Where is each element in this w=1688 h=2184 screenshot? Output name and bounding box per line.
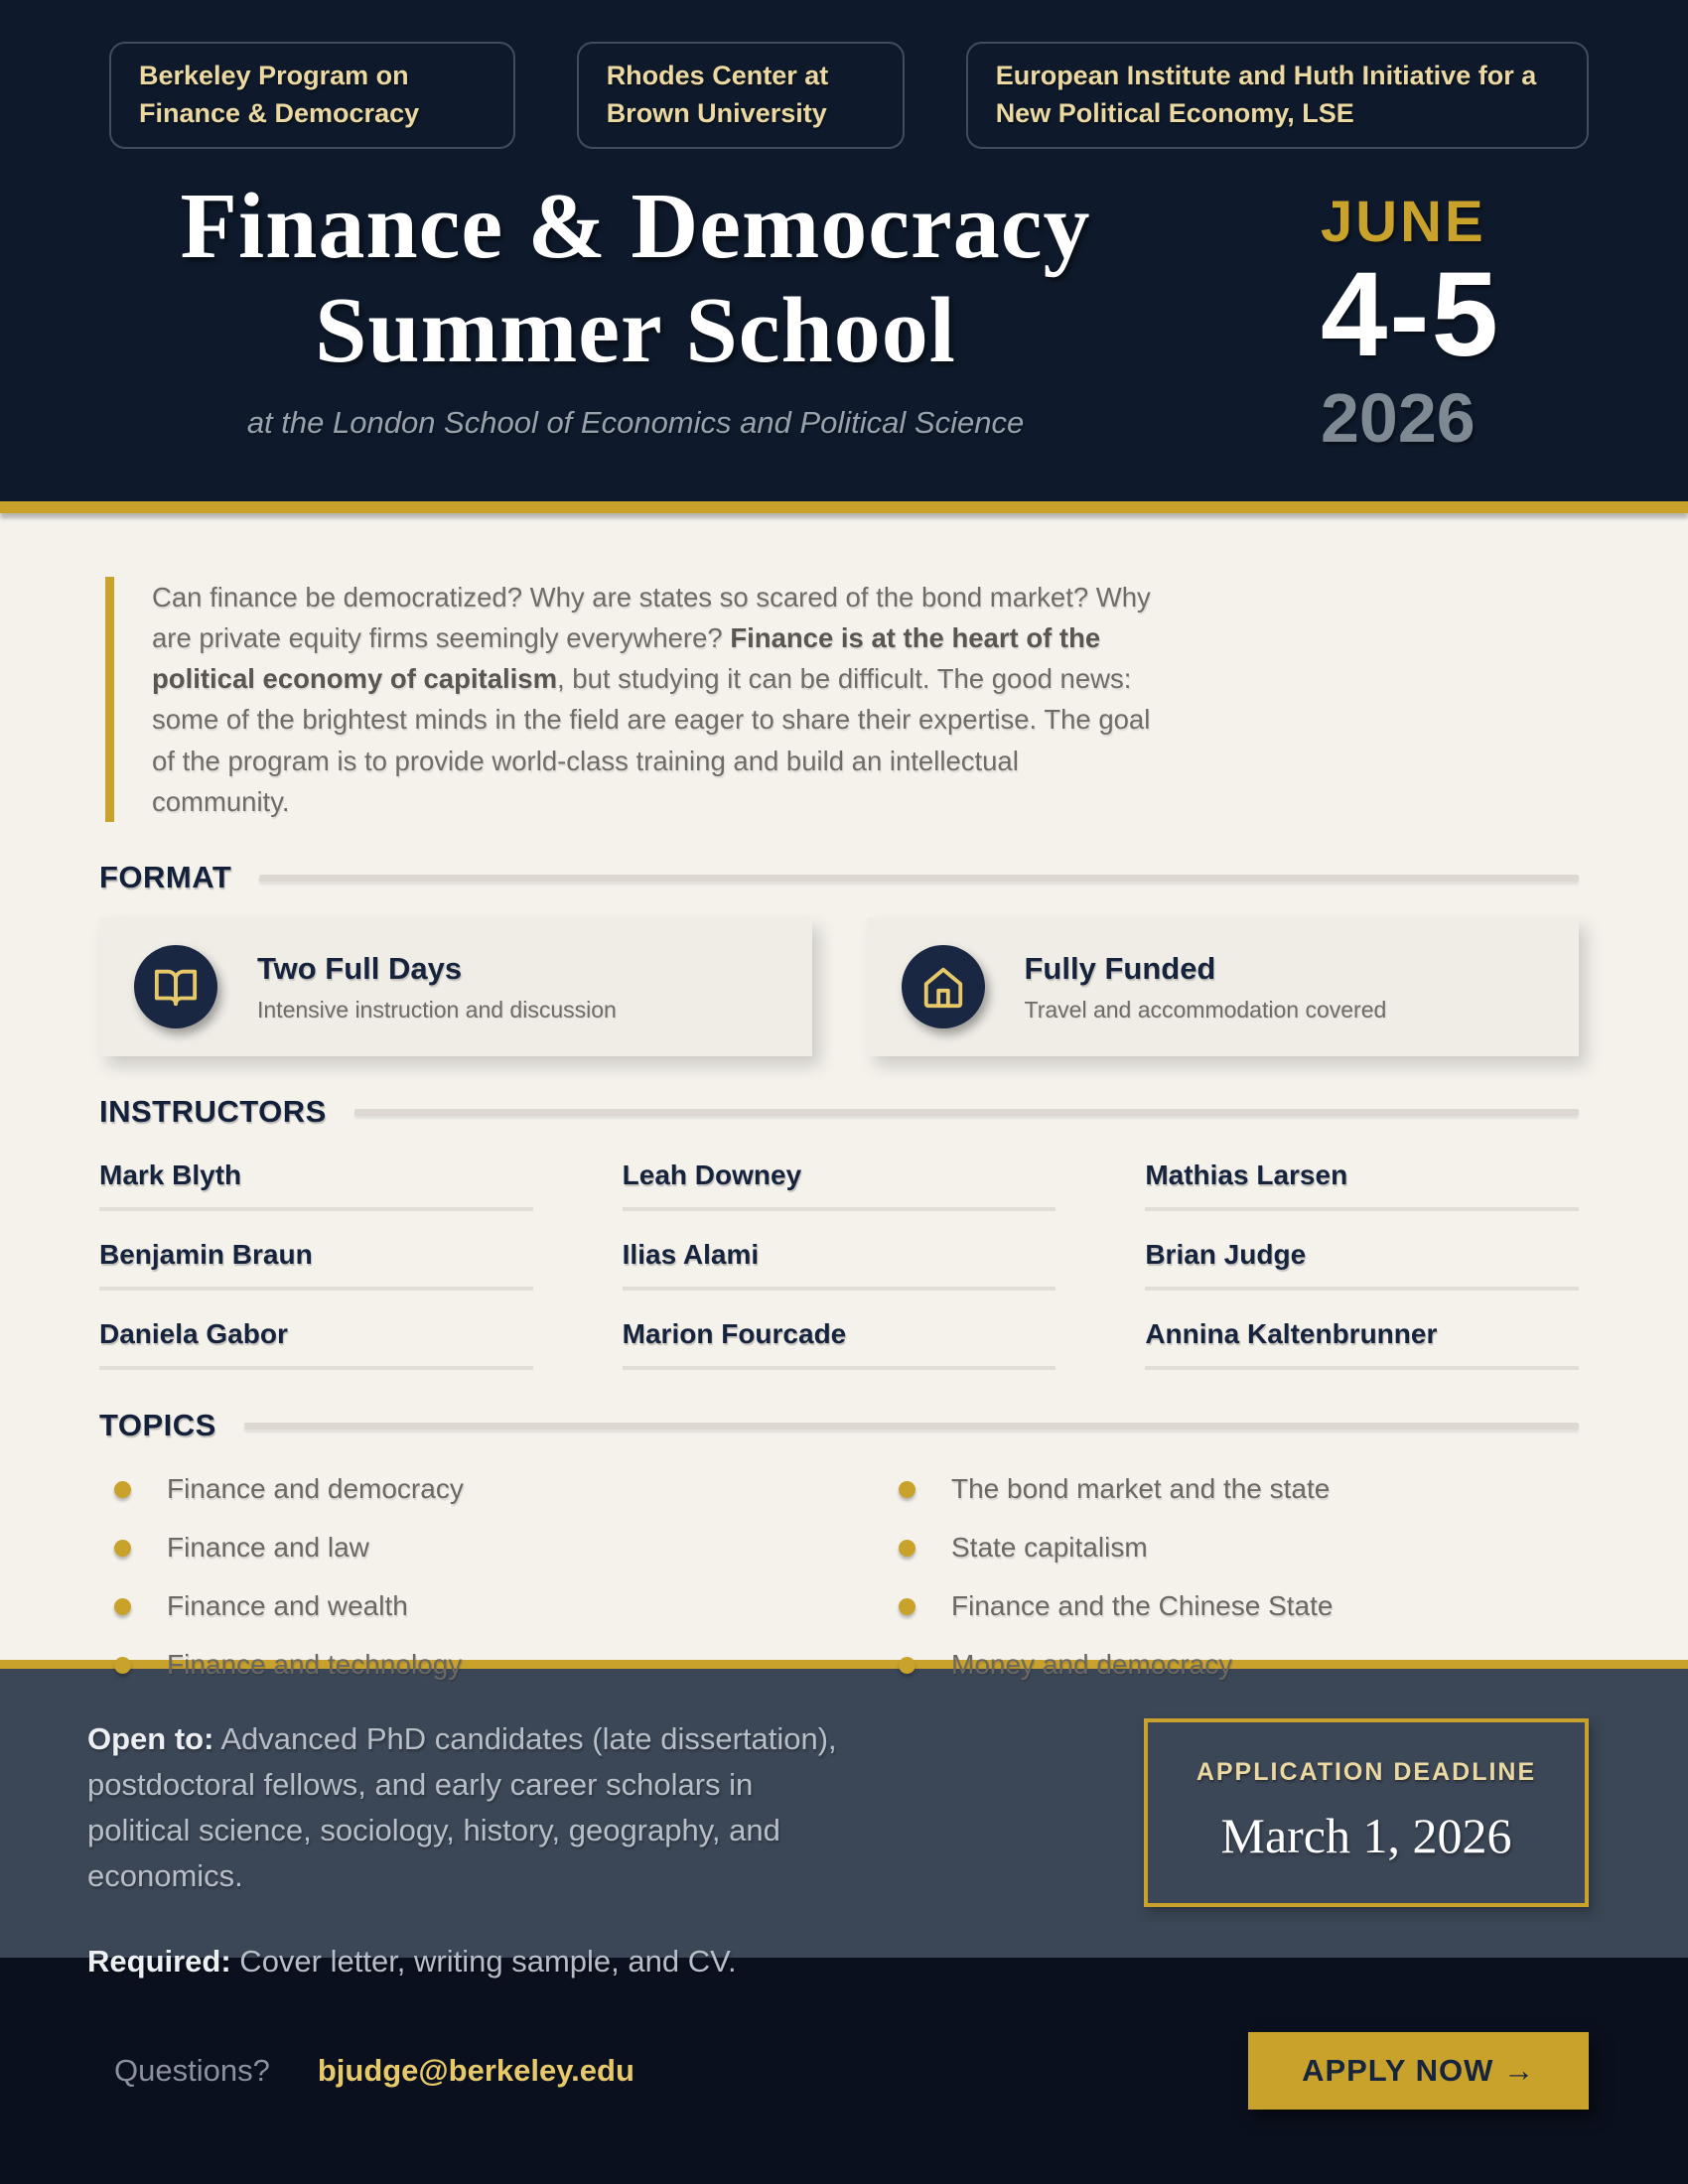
format-card-fully-funded — [867, 917, 1580, 1056]
topics-column-1 — [99, 1473, 884, 1707]
bullet-icon — [899, 1598, 915, 1615]
intro-text-2: , but studying it can be difficult. The good news: some of the brightest minds in the field are eager to share their expertise. The goal of the program is to provide world-class training and build an intellectual community. — [152, 663, 1151, 817]
section-rule — [259, 875, 1579, 882]
card-subtitle: Intensive instruction and discussion — [257, 996, 617, 1023]
topics-heading: TOPICS — [99, 1408, 216, 1442]
format-cards — [99, 917, 1579, 1056]
format-card-two-full-days — [99, 917, 812, 1056]
apply-now-button[interactable]: APPLY NOW → — [1248, 2032, 1589, 2110]
format-heading: FORMAT — [99, 860, 232, 894]
card-text — [257, 951, 617, 1024]
instructor-name: Leah Downey — [623, 1160, 1056, 1211]
instructor-name: Daniela Gabor — [99, 1318, 533, 1370]
topic-label: Finance and the Chinese State — [951, 1590, 1334, 1621]
intro-text-bold: Finance is at the heart of the political economy of capitalism — [152, 621, 1101, 694]
required-paragraph — [87, 1939, 862, 1984]
home-icon — [902, 945, 985, 1028]
book-icon — [134, 945, 217, 1028]
topic-label: Money and democracy — [951, 1649, 1233, 1680]
card-title: Two Full Days — [257, 950, 463, 986]
bullet-icon — [114, 1598, 131, 1615]
badge-rhodes — [577, 42, 905, 149]
instructor-list — [99, 1160, 1579, 1370]
topic-label: Finance and wealth — [167, 1590, 408, 1621]
eligibility-text — [87, 1716, 862, 1979]
event-date — [1321, 189, 1589, 458]
bullet-icon — [899, 1540, 915, 1557]
badge-label: European Institute and Huth Initiative for a New Political Economy, LSE — [995, 61, 1537, 128]
topic-item — [884, 1473, 1579, 1505]
card-subtitle: Travel and accommodation covered — [1024, 996, 1387, 1023]
bullet-icon — [114, 1481, 131, 1498]
instructor-name: Brian Judge — [1145, 1239, 1579, 1291]
instructor-name: Benjamin Braun — [99, 1239, 533, 1291]
topic-label: Finance and democracy — [167, 1473, 464, 1504]
bullet-icon — [899, 1657, 915, 1674]
title-block — [109, 175, 1162, 454]
main-content — [0, 513, 1688, 1680]
subtitle: at the London School of Economics and Political Science — [246, 405, 1025, 441]
instructors-section-head — [99, 1094, 1579, 1130]
section-rule — [244, 1423, 1579, 1430]
deadline-label: APPLICATION DEADLINE — [1196, 1758, 1537, 1786]
required-label: Required: — [87, 1943, 231, 1979]
card-title: Fully Funded — [1024, 950, 1216, 986]
partner-badges — [109, 42, 1589, 149]
badge-lse — [966, 42, 1589, 149]
topic-label: State capitalism — [951, 1532, 1148, 1563]
date-year: 2026 — [1321, 379, 1476, 458]
title-line-2: Summer School — [315, 278, 956, 382]
topic-item — [99, 1473, 884, 1505]
deadline-date: March 1, 2026 — [1220, 1808, 1512, 1863]
required-text: Cover letter, writing sample, and CV. — [230, 1943, 737, 1979]
instructors-heading: INSTRUCTORS — [99, 1094, 327, 1129]
intro-paragraph — [105, 577, 1160, 823]
topic-item — [99, 1532, 884, 1564]
bullet-icon — [114, 1657, 131, 1674]
badge-label: Berkeley Program on Finance & Democracy — [139, 61, 420, 128]
hero-header — [0, 0, 1688, 501]
format-section-head — [99, 860, 1579, 895]
date-days: 4-5 — [1321, 246, 1500, 382]
topic-item — [99, 1649, 884, 1681]
intro-text-1: Can finance be democratized? Why are states so scared of the bond market? Why are private equity firms seemingly everywhere? — [152, 581, 1151, 653]
topic-item — [884, 1649, 1579, 1681]
gold-divider — [0, 501, 1688, 513]
bullet-icon — [899, 1481, 915, 1498]
title-line-1: Finance & Democracy — [180, 174, 1091, 278]
section-rule — [354, 1109, 1579, 1116]
topic-item — [99, 1590, 884, 1622]
topics-list — [99, 1473, 1579, 1707]
application-deadline-box — [1144, 1718, 1589, 1907]
open-to-text: Advanced PhD candidates (late dissertation), postdoctoral fellows, and early career scholars in political science, sociology, history, geography, and economics. — [87, 1721, 837, 1893]
topic-item — [884, 1532, 1579, 1564]
badge-berkeley — [109, 42, 515, 149]
topics-column-2 — [884, 1473, 1579, 1707]
date-month: JUNE — [1321, 189, 1486, 254]
card-text — [1025, 951, 1387, 1024]
badge-label: Rhodes Center at Brown University — [606, 61, 829, 128]
page-title — [109, 175, 1162, 384]
open-to-label: Open to: — [87, 1721, 214, 1756]
instructor-name: Mark Blyth — [99, 1160, 533, 1211]
hero-main — [109, 174, 1589, 458]
instructor-name: Mathias Larsen — [1145, 1160, 1579, 1211]
instructor-name: Annina Kaltenbrunner — [1145, 1318, 1579, 1370]
bullet-icon — [114, 1540, 131, 1557]
instructor-name: Ilias Alami — [623, 1239, 1056, 1291]
footer — [0, 1958, 1688, 2184]
topic-label: The bond market and the state — [951, 1473, 1331, 1504]
email-link[interactable]: bjudge@berkeley.edu — [317, 2053, 634, 2088]
open-to-paragraph — [87, 1716, 862, 1899]
topic-label: Finance and law — [167, 1532, 369, 1563]
instructor-name: Marion Fourcade — [623, 1318, 1056, 1370]
topic-item — [884, 1590, 1579, 1622]
topics-section-head — [99, 1408, 1579, 1443]
topic-label: Finance and technology — [167, 1649, 463, 1680]
questions-label: Questions? — [114, 2053, 270, 2088]
